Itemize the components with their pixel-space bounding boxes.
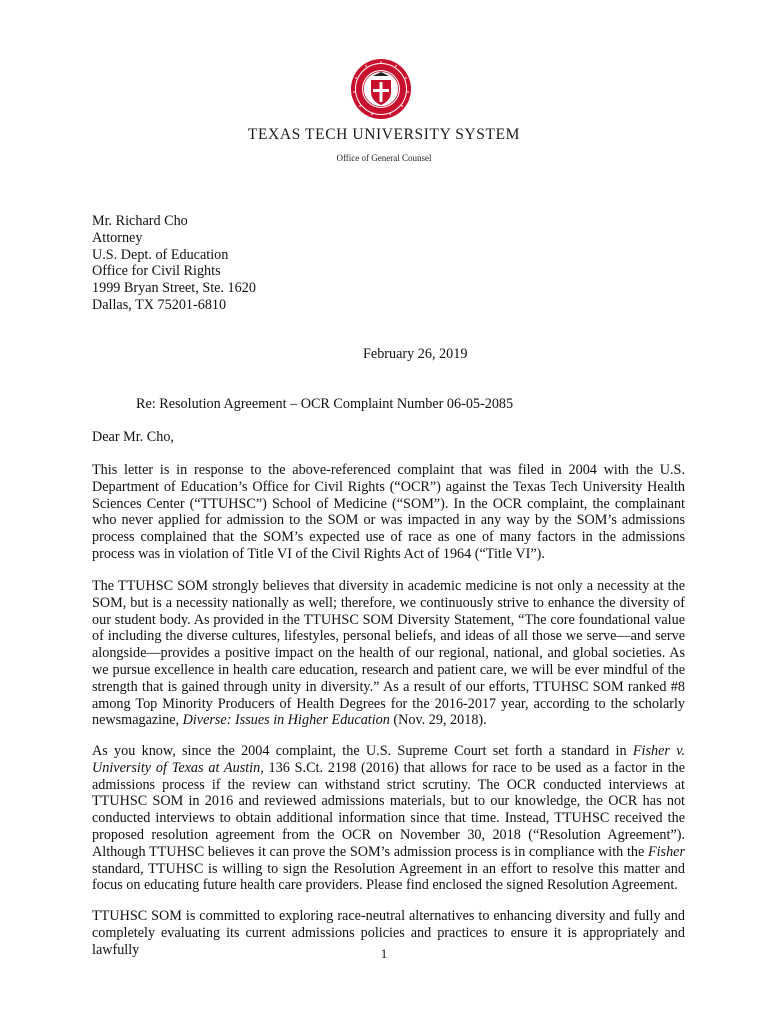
recipient-office: Office for Civil Rights [92,263,221,280]
page-number: 1 [380,946,388,961]
recipient-address [92,213,256,314]
paragraph-2-end: (Nov. 29, 2018). [389,712,487,729]
case-citation: Fisher v. University of Texas at Austin [92,743,685,776]
letter-date: February 26, 2019 [363,346,468,362]
paragraph-4-text: TTUHSC SOM is committed to exploring race-neutral alternatives to enhancing diversity and fully and completely evaluating its current admissions policies and practices to ensure it is appropriately and lawfully [92,908,685,958]
paragraph-1-text: This letter is in response to the above-referenced complaint that was filed in 2004 with the U.S. Department of Education’s Office for Civil Rights (“OCR”) against the Texas Tech University Health Sciences Center (“TTUHSC”) School of Medicine (“SOM”). In the OCR complaint, the complainant who never applied for admission to the SOM or was impacted in any way by the SOM’s admissions process complained that the SOM’s expected use of race as one of many factors in the admissions process was in violation of Title VI of the Civil Rights Act of 1964 (“Title VI”). [92,462,685,562]
subject-line: Re: Resolution Agreement – OCR Complaint Number 06-05-2085 [136,396,514,412]
publication-title: Diverse: Issues in Higher Education [182,712,390,729]
university-seal-icon [350,58,412,120]
paragraph-2 [92,578,685,729]
paragraph-3-text-b: , 136 S.Ct. 2198 (2016) that allows for race to be used as a factor in the admissions process if the review can withstand strict scrutiny. The OCR conducted interviews at TTUHSC SOM in 2016 and reviewed admissions materials, but to our knowledge, the OCR has not conducted interviews to obtain additional information since that time. Instead, TTUHSC received the proposed resolution agreement from the OCR on November 30, 2018 (“Resolution Agreement”). Although TTUHSC believes it can prove the SOM’s admission process is in compliance with the [92,759,686,860]
salutation: Dear Mr. Cho, [92,429,174,445]
fisher-standard: Fisher [647,843,685,860]
recipient-title: Attorney [92,229,143,246]
paragraph-1 [92,462,685,563]
office-name: Office of General Counsel [336,153,432,163]
paragraph-3-text-a: As you know, since the 2004 complaint, the U.S. Supreme Court set forth a standard in [92,743,633,759]
paragraph-3-text-c: standard, TTUHSC is willing to sign the Resolution Agreement in an effort to resolve this matter and focus on educating future health care providers. Please find enclosed the signed Resolution Agreement. [92,860,685,894]
paragraph-3 [92,743,685,894]
recipient-name: Mr. Richard Cho [92,213,188,229]
recipient-city: Dallas, TX 75201-6810 [92,296,227,313]
recipient-department: U.S. Dept. of Education [92,246,229,263]
paragraph-2-text: The TTUHSC SOM strongly believes that diversity in academic medicine is not only a necessity at the SOM, but is a necessity nationally as well; therefore, we continuously strive to enhance the diversity of our student body. As provided in the TTUHSC SOM Diversity Statement, “The core foundational value of including the diverse cultures, lifestyles, personal beliefs, and ideas of all those we serve—and serve alongside—provides a positive impact on the health of our regional, national, and global societies. As we pursue excellence in health care education, research and patient care, we will be ever mindful of the strength that is gained through unity in diversity.” As a result of our efforts, TTUHSC SOM ranked #8 among Top Minority Producers of Health Degrees for the 2016-2017 year, according to the scholarly newsmagazine, [92,578,685,729]
organization-name: TEXAS TECH UNIVERSITY SYSTEM [247,126,521,143]
recipient-street: 1999 Bryan Street, Ste. 1620 [92,280,256,297]
